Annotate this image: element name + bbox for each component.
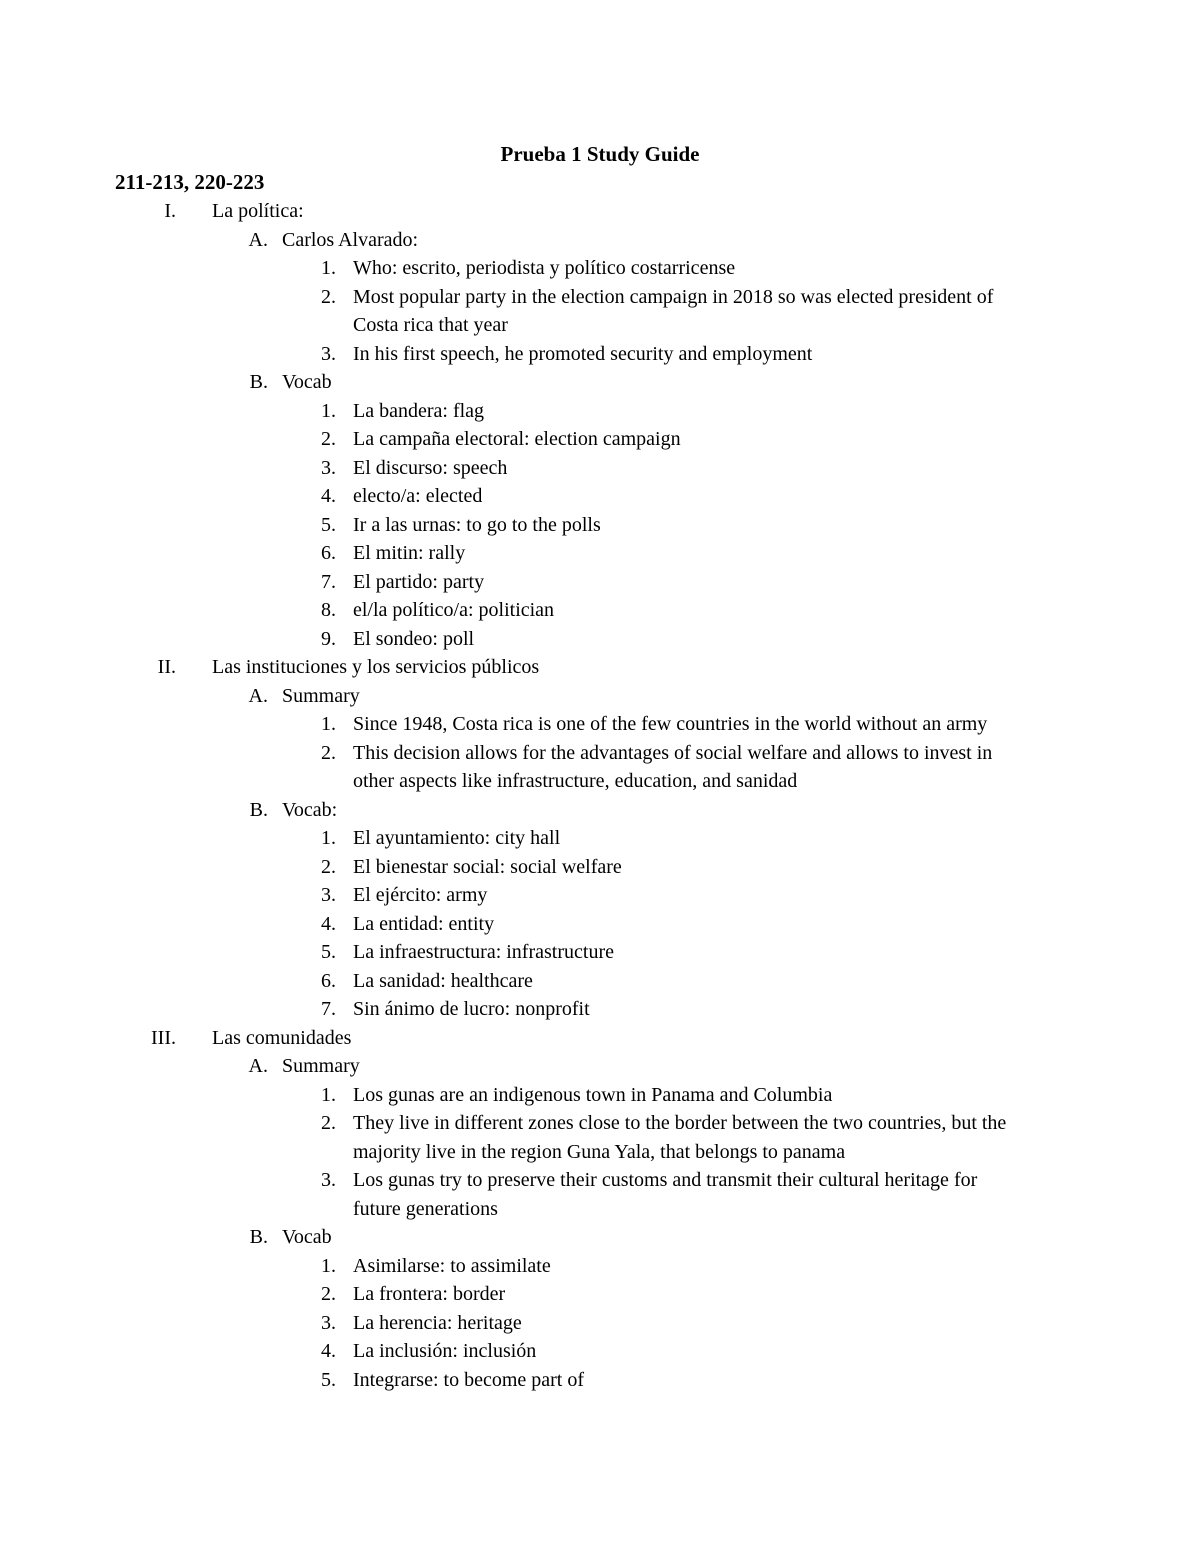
outline-item xyxy=(0,625,1200,654)
list-marker: 3. xyxy=(321,1311,336,1334)
outline-item xyxy=(0,853,1200,882)
page-title: Prueba 1 Study Guide xyxy=(500,142,700,166)
list-text: Vocab: xyxy=(282,798,338,821)
list-text: El ayuntamiento: city hall xyxy=(353,827,561,849)
outline-item xyxy=(0,767,1200,796)
section-heading xyxy=(0,653,1200,682)
list-marker: 9. xyxy=(321,627,336,650)
outline-item xyxy=(0,311,1200,340)
list-text: La inclusión: inclusión xyxy=(353,1340,537,1362)
list-marker: 5. xyxy=(321,1368,336,1391)
outline-item xyxy=(0,1195,1200,1224)
list-marker: 3. xyxy=(321,1169,336,1191)
list-marker: 2. xyxy=(321,855,336,878)
list-text: Most popular party in the election campaign in 2018 so was elected president of xyxy=(353,285,994,308)
list-marker: 2. xyxy=(321,1283,336,1305)
list-marker: 3. xyxy=(321,456,336,479)
list-text: This decision allows for the advantages of social welfare and allows to invest in xyxy=(353,741,993,764)
list-marker: 1. xyxy=(321,399,336,422)
list-text: El mitin: rally xyxy=(353,542,466,564)
list-text: In his first speech, he promoted security and employment xyxy=(353,342,813,365)
list-marker: B. xyxy=(249,371,268,393)
list-marker: I. xyxy=(164,200,176,222)
outline-item xyxy=(0,283,1200,312)
list-marker: 2. xyxy=(321,428,336,450)
list-text: La bandera: flag xyxy=(353,399,485,422)
list-text: Summary xyxy=(282,684,360,707)
list-text: Sin ánimo de lucro: nonprofit xyxy=(353,998,590,1020)
list-marker: 1. xyxy=(321,827,336,849)
list-text: Vocab xyxy=(282,1226,332,1248)
outline-item xyxy=(0,397,1200,426)
outline-item xyxy=(0,340,1200,369)
list-marker: 7. xyxy=(321,570,336,593)
list-text: electo/a: elected xyxy=(353,485,483,507)
subsection-heading xyxy=(0,1052,1200,1081)
outline-item xyxy=(0,1309,1200,1338)
list-marker: 3. xyxy=(321,884,336,906)
outline-item xyxy=(0,511,1200,540)
list-text: La infraestructura: infrastructure xyxy=(353,941,614,963)
list-marker: 4. xyxy=(321,1340,336,1362)
list-text: La frontera: border xyxy=(353,1283,506,1305)
list-marker: 4. xyxy=(321,485,336,507)
list-text: other aspects like infrastructure, education, and sanidad xyxy=(353,770,798,792)
list-text: La herencia: heritage xyxy=(353,1311,522,1334)
list-text: Integrarse: to become part of xyxy=(353,1368,585,1391)
list-text: El discurso: speech xyxy=(353,456,508,479)
subsection-heading xyxy=(0,682,1200,711)
outline-item xyxy=(0,1252,1200,1281)
outline-item xyxy=(0,824,1200,853)
list-marker: 1. xyxy=(321,713,336,735)
subsection-heading xyxy=(0,226,1200,255)
list-marker: 1. xyxy=(321,1254,336,1277)
list-marker: A. xyxy=(248,228,268,251)
list-text: Since 1948, Costa rica is one of the few countries in the world without an army xyxy=(353,713,988,735)
outline-item xyxy=(0,967,1200,996)
outline-item xyxy=(0,910,1200,939)
outline-item xyxy=(0,710,1200,739)
list-marker: B. xyxy=(249,798,268,821)
subsection-heading xyxy=(0,1223,1200,1252)
list-marker: 2. xyxy=(321,1112,336,1134)
list-text: El ejército: army xyxy=(353,884,488,906)
list-marker: 4. xyxy=(321,912,336,935)
list-text: Asimilarse: to assimilate xyxy=(353,1254,551,1277)
list-text: They live in different zones close to the border between the two countries, but the xyxy=(353,1112,1007,1134)
list-text: Summary xyxy=(282,1055,360,1077)
list-text: La campaña electoral: election campaign xyxy=(353,428,681,450)
list-text: Ir a las urnas: to go to the polls xyxy=(353,513,601,536)
outline-item xyxy=(0,1337,1200,1366)
list-text: Los gunas try to preserve their customs and transmit their cultural heritage for xyxy=(353,1169,978,1191)
outline-item xyxy=(0,568,1200,597)
outline-item xyxy=(0,539,1200,568)
list-marker: 7. xyxy=(321,998,336,1020)
section-heading xyxy=(0,197,1200,226)
list-text: Costa rica that year xyxy=(353,314,508,336)
list-text: La entidad: entity xyxy=(353,912,495,935)
list-marker: III. xyxy=(151,1026,176,1049)
outline-item xyxy=(0,596,1200,625)
list-marker: B. xyxy=(249,1226,268,1248)
list-text: Vocab xyxy=(282,371,332,393)
list-marker: A. xyxy=(248,1055,268,1077)
list-text: el/la político/a: politician xyxy=(353,599,555,621)
list-marker: 5. xyxy=(321,941,336,963)
study-outline xyxy=(0,197,1200,1394)
list-text: future generations xyxy=(353,1197,498,1220)
subsection-heading xyxy=(0,368,1200,397)
list-text: Las comunidades xyxy=(212,1026,352,1049)
list-marker: 6. xyxy=(321,969,336,992)
outline-item xyxy=(0,482,1200,511)
list-text: Carlos Alvarado: xyxy=(282,228,419,251)
list-text: La política: xyxy=(212,200,304,222)
outline-item xyxy=(0,938,1200,967)
list-marker: 5. xyxy=(321,513,336,536)
outline-item xyxy=(0,1280,1200,1309)
list-marker: 1. xyxy=(321,257,336,279)
list-marker: 2. xyxy=(321,741,336,764)
list-marker: 1. xyxy=(321,1083,336,1106)
subsection-heading xyxy=(0,796,1200,825)
list-text: La sanidad: healthcare xyxy=(353,969,533,992)
list-text: El sondeo: poll xyxy=(353,627,475,650)
list-marker: A. xyxy=(248,684,268,707)
outline-item xyxy=(0,739,1200,768)
list-marker: 6. xyxy=(321,542,336,564)
section-heading xyxy=(0,1024,1200,1053)
outline-item xyxy=(0,454,1200,483)
outline-item xyxy=(0,1109,1200,1138)
outline-item xyxy=(0,1138,1200,1167)
outline-item xyxy=(0,1366,1200,1395)
page-range-heading: 211-213, 220-223 xyxy=(115,170,265,194)
outline-item xyxy=(0,1081,1200,1110)
list-text: majority live in the region Guna Yala, that belongs to panama xyxy=(353,1140,846,1163)
outline-item xyxy=(0,995,1200,1024)
list-marker: 8. xyxy=(321,599,336,621)
list-text: El bienestar social: social welfare xyxy=(353,855,622,878)
outline-item xyxy=(0,425,1200,454)
list-marker: II. xyxy=(157,656,176,678)
list-text: El partido: party xyxy=(353,570,485,593)
outline-item xyxy=(0,1166,1200,1195)
list-text: Las instituciones y los servicios públicos xyxy=(212,656,540,678)
list-marker: 2. xyxy=(321,285,336,308)
list-text: Los gunas are an indigenous town in Panama and Columbia xyxy=(353,1083,833,1106)
list-text: Who: escrito, periodista y político costarricense xyxy=(353,257,736,279)
outline-item xyxy=(0,254,1200,283)
list-marker: 3. xyxy=(321,342,336,365)
outline-item xyxy=(0,881,1200,910)
